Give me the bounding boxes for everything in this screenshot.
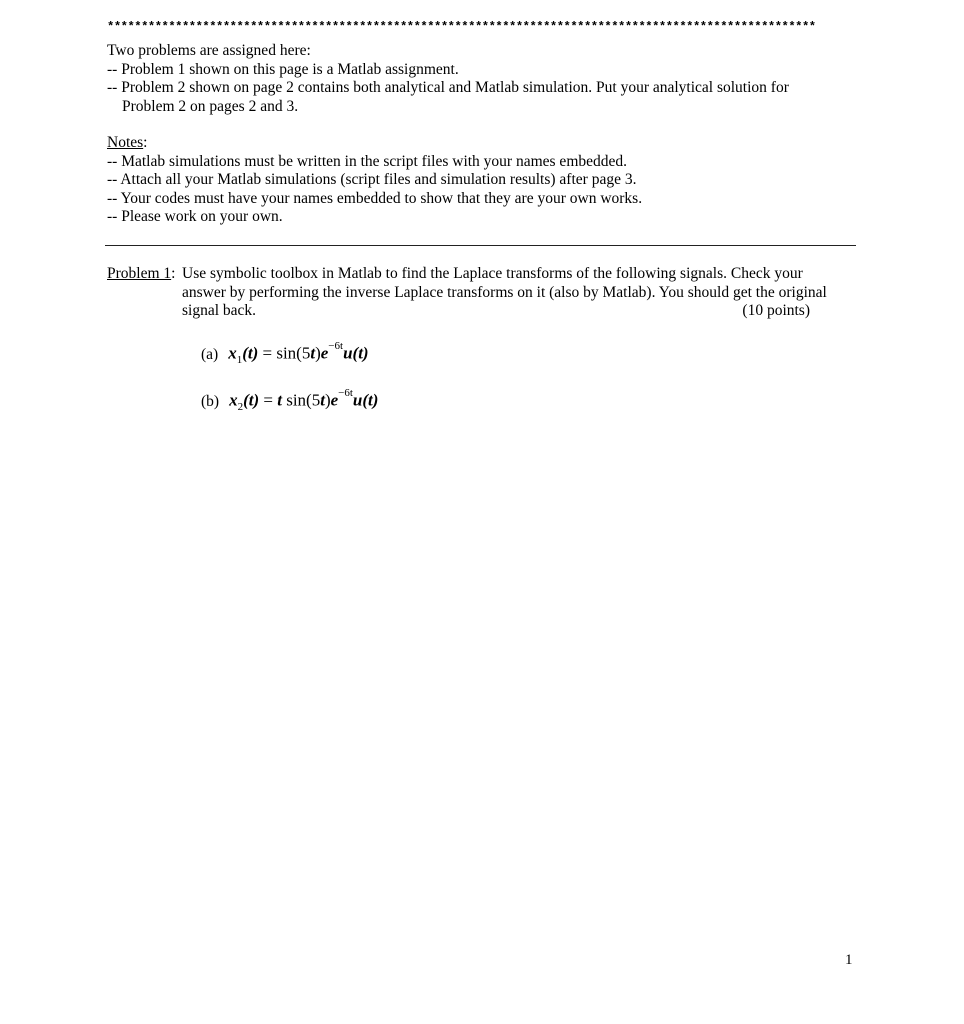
- equation-a-func: sin(5: [276, 343, 311, 363]
- equation-b: [201, 387, 379, 414]
- equation-a-var: x: [228, 343, 237, 363]
- note-item: -- Matlab simulations must be written in the script files with your names embedded.: [107, 152, 628, 170]
- intro-line-3: -- Problem 2 shown on page 2 contains both analytical and Matlab simulation. Put your analytical solution for: [107, 79, 789, 96]
- intro-section: [107, 42, 867, 116]
- equation-b-close: ): [324, 390, 331, 410]
- problem-1-line-3-row: [182, 302, 862, 321]
- note-item: -- Your codes must have your names embedded to show that they are your own works.: [107, 189, 643, 207]
- notes-heading: Notes: [107, 134, 144, 151]
- equation-a: [201, 340, 369, 367]
- equation-b-var: x: [229, 390, 238, 410]
- problem-1: [107, 265, 867, 319]
- star-separator: ********************************************************************************************************: [107, 20, 816, 34]
- equation-a-arg: (t): [242, 343, 259, 363]
- notes-heading-line: [107, 134, 867, 153]
- page-number: 1: [845, 952, 853, 968]
- equation-b-t-pre: t: [277, 390, 282, 410]
- intro-line-4: Problem 2 on pages 2 and 3.: [122, 97, 299, 115]
- equation-a-label: (a): [201, 345, 219, 363]
- equation-a-equals: =: [258, 343, 277, 363]
- equation-b-u: u: [352, 390, 363, 410]
- equation-a-u: u: [343, 343, 353, 363]
- equation-a-exp: −6t: [328, 340, 344, 352]
- problem-1-text: [182, 265, 862, 321]
- intro-line-1: Two problems are assigned here:: [107, 42, 311, 59]
- equation-b-exp: −6t: [338, 387, 353, 399]
- equation-b-arg: (t): [243, 390, 260, 410]
- equation-a-close: ): [315, 343, 321, 363]
- equation-b-uarg: (t): [362, 390, 379, 410]
- problem-1-points: (10 points): [742, 302, 810, 319]
- equation-b-sub: 2: [237, 401, 244, 414]
- note-item: -- Please work on your own.: [107, 208, 283, 225]
- intro-line-2: -- Problem 1 shown on this page is a Matlab assignment.: [107, 60, 459, 78]
- problem-1-colon: :: [171, 265, 176, 282]
- equation-b-func: sin(5: [281, 390, 321, 410]
- equation-b-e: e: [330, 390, 339, 410]
- notes-section: [107, 134, 867, 227]
- equation-a-uarg: (t): [352, 343, 369, 363]
- problem-1-line-3: signal back.: [182, 302, 257, 319]
- equation-b-equals: =: [259, 390, 278, 410]
- equation-a-sub: 1: [236, 354, 243, 367]
- problem-1-line-2: answer by performing the inverse Laplace transforms on it (also by Matlab). You should get the original: [182, 283, 827, 301]
- equation-a-t: t: [310, 343, 316, 363]
- note-item: -- Attach all your Matlab simulations (script files and simulation results) after page 3.: [107, 171, 637, 188]
- equation-a-e: e: [320, 343, 329, 363]
- problem-1-line-1: Use symbolic toolbox in Matlab to find the Laplace transforms of the following signals. Check your: [182, 265, 803, 282]
- equation-b-label: (b): [201, 392, 220, 410]
- equation-b-t: t: [320, 390, 325, 410]
- problem-1-label: Problem 1: [107, 265, 172, 282]
- notes-colon: :: [143, 134, 148, 151]
- horizontal-divider: [105, 245, 856, 246]
